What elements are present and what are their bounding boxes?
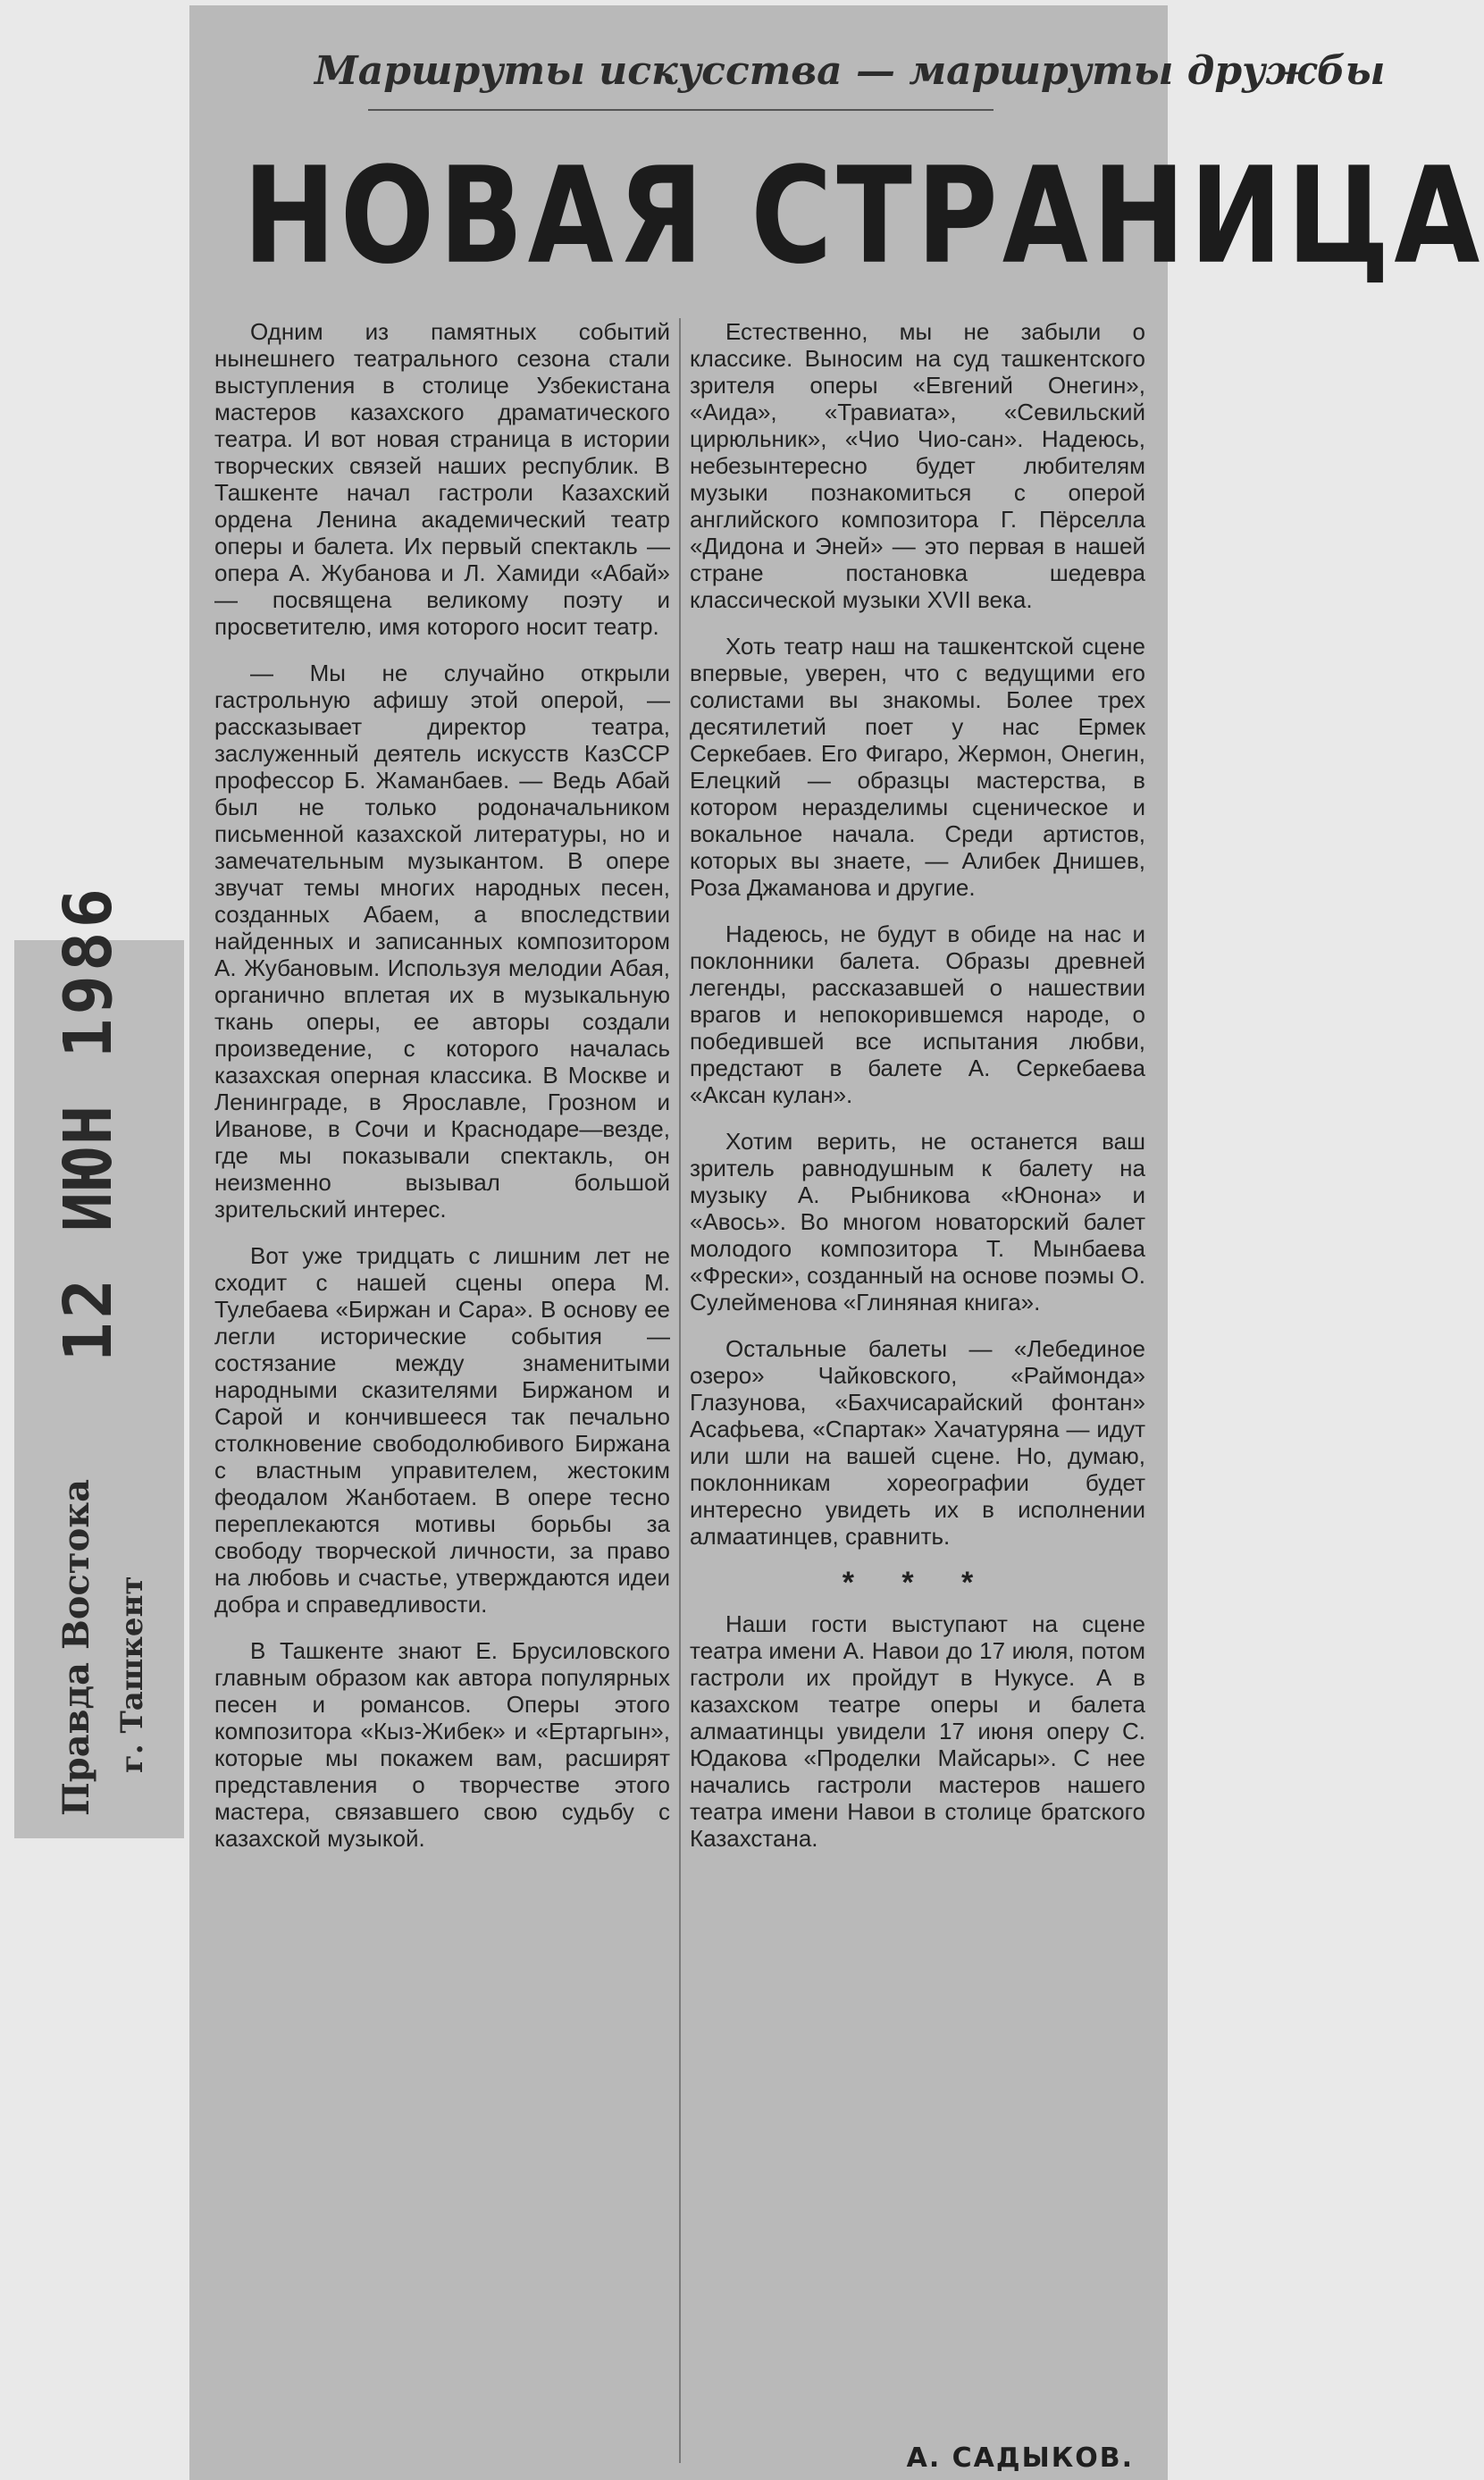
archive-stamp-strip — [14, 884, 184, 1838]
paragraph: Остальные балеты — «Лебединое озеро» Чайковского, «Раймонда» Глазунова, «Бахчисарайский фонтан» Асафьева, «Спартак» Хачатуряна — идут или шли на вашей сцене. Но, думаю, поклонникам хореографии будет интересно увидеть их в исполнении алмаатинцев, сравнить. — [690, 1335, 1145, 1550]
paragraph: Наши гости выступают на сцене театра имени А. Навои до 17 июля, потом гастроли их пройдут в Нукусе. А в казахском театре оперы и балета алмаатинцы увидели 17 июня оперу С. Юдакова «Проделки Майсары». С нее начались гастроли мастеров нашего театра имени Навои в столице братского Казахстана. — [690, 1610, 1145, 1852]
stamp-newspaper-name: Правда Востока — [55, 1478, 97, 1816]
paragraph: Хотим верить, не останется ваш зритель равнодушным к балету на музыку А. Рыбникова «Юнона» и «Авось». Во многом новаторский балет молодого композитора Т. Мынбаева «Фрески», созданный на основе поэмы О. Сулейменова «Глиняная книга». — [690, 1128, 1145, 1316]
paragraph: Вот уже тридцать с лишним лет не сходит с нашей сцены опера М. Тулебаева «Биржан и Сара». В основу ее легли исторические события — состязание между знаменитыми народными сказителями Биржаном и Сарой и кончившееся так печально столкновение свободолюбивого Биржана с властным управителем, жестоким феодалом Жанботаем. В опере тесно переплекаются мотивы борьбы за свободу творческой личности, за право на любовь и счастье, утверждаются идеи добра и справедливости. — [214, 1242, 670, 1618]
paragraph: — Мы не случайно открыли гастрольную афишу этой оперой, — рассказывает директор театра, заслуженный деятель искусств КазССР профессор Б. Жаманбаев. — Ведь Абай был не только родоначальником письменной казахской литературы, но и замечательным музыкантом. В опере звучат темы многих народных песен, созданных Абаем, а впоследствии найденных и записанных композитором А. Жубановым. Используя мелодии Абая, органично вплетая их в музыкальную ткань оперы, ее авторы создали произведение, с которого началась казахская оперная классика. В Москве и Ленинграде, в Ярославле, Грозном и Иванове, в Сочи и Краснодаре—везде, где мы показывали спектакль, он неизменно вызывал большой зрительский интерес. — [214, 660, 670, 1223]
newspaper-clipping — [189, 5, 1484, 2480]
stamp-date: 12 ИЮН 1986 — [50, 884, 127, 1362]
archive-stamp-rotated — [14, 884, 184, 1836]
right-column — [690, 318, 1145, 1871]
paragraph: Естественно, мы не забыли о классике. Выносим на суд ташкентского зрителя оперы «Евгений Онегин», «Аида», «Травиата», «Севильский цирюльник», «Чио Чио-сан». Надеюсь, небезынтересно будет любителям музыки познакомиться с оперой английского композитора Г. Пёрселла «Дидона и Эней» — это первая в нашей стране постановка шедевра классической музыки XVII века. — [690, 318, 1145, 613]
paragraph: В Ташкенте знают Е. Брусиловского главным образом как автора популярных песен и романсов. Оперы этого композитора «Кыз-Жибек» и «Ертаргын», которые мы покажем вам, расширят представления о творчестве этого мастера, связавшего свою судьбу с казахской музыкой. — [214, 1637, 670, 1852]
section-separator-stars: * * * — [842, 1566, 994, 1600]
article-headline: НОВАЯ СТРАНИЦА — [243, 139, 1484, 294]
stamp-city: г. Ташкент — [114, 1576, 150, 1773]
left-column — [214, 318, 670, 1871]
kicker-underline — [368, 109, 994, 111]
paragraph: Одним из памятных событий нынешнего театрального сезона стали выступления в столице Узбекистана мастеров казахского драматического театра. И вот новая страница в истории творческих связей наших республик. В Ташкенте начал гастроли Казахский ордена Ленина академический театр оперы и балета. Их первый спектакль — опера А. Жубанова и Л. Хамиди «Абай» — посвящена великому поэту и просветителю, имя которого носит театр. — [214, 318, 670, 640]
paragraph: Хоть театр наш на ташкентской сцене впервые, уверен, что с ведущими его солистами вы знакомы. Более трех десятилетий поет у нас Ермек Серкебаев. Его Фигаро, Жермон, Онегин, Елецкий — образцы мастерства, в котором неразделимы сценическое и вокальное начала. Среди артистов, которых вы знаете, — Алибек Днишев, Роза Джаманова и другие. — [690, 633, 1145, 901]
article-kicker: Маршруты искусства — маршруты дружбы — [314, 48, 1386, 94]
column-divider — [679, 318, 681, 2463]
paragraph: Надеюсь, не будут в обиде на нас и поклонники балета. Образы древней легенды, рассказавшей о нашествии врагов и непокорившемся народе, о победившей все испытания любви, предстают в балете А. Серкебаева «Аксан кулан». — [690, 921, 1145, 1108]
author-signature: А. САДЫКОВ. — [906, 2442, 1134, 2474]
